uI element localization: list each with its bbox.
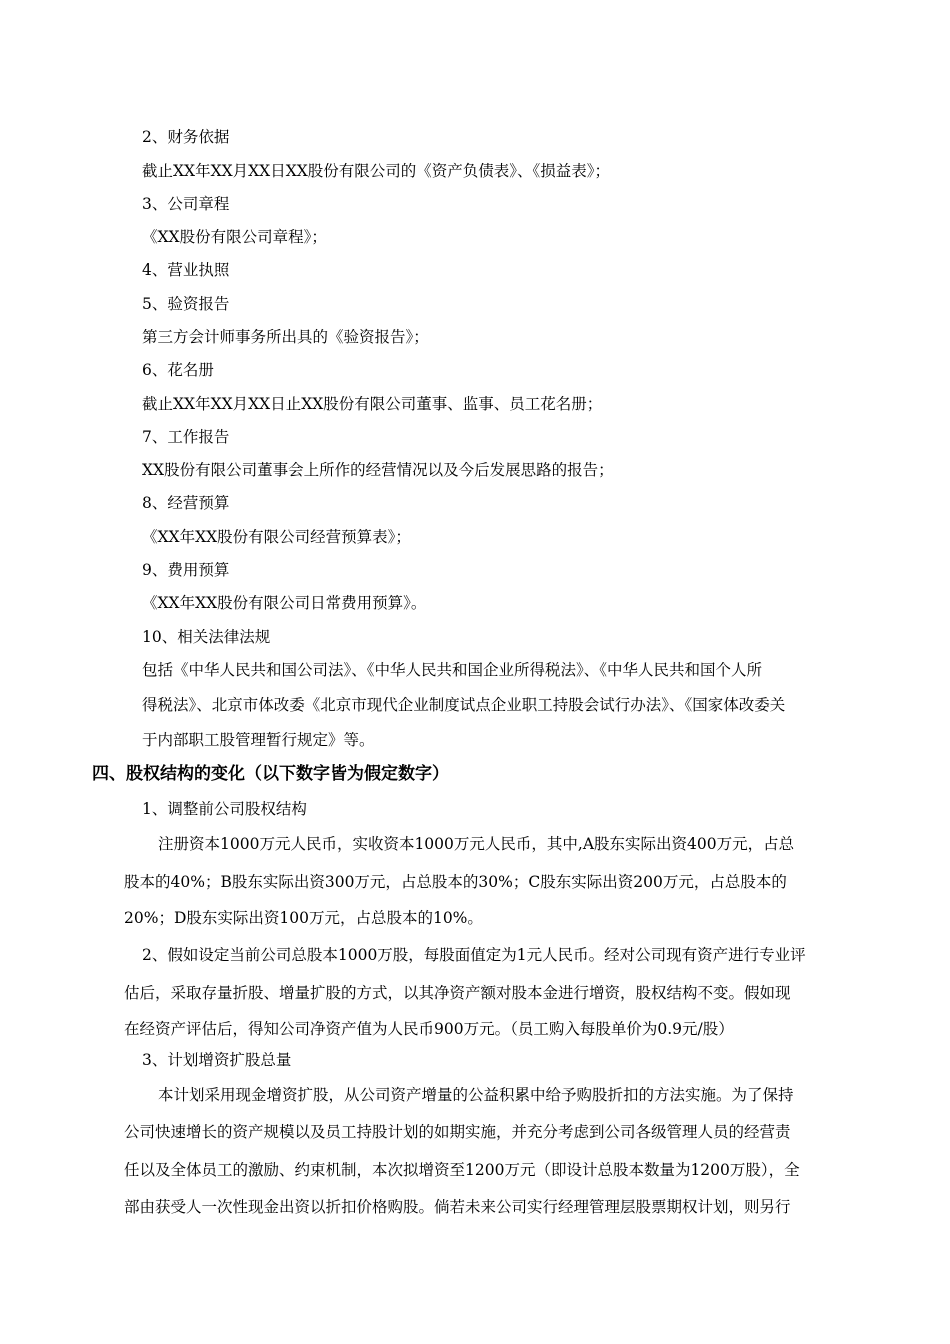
section-4-sub-1-line-3: 20%；D股东实际出资100万元，占总股本的10%。	[124, 909, 483, 927]
section-4-sub-3-title: 3、计划增资扩股总量	[142, 1051, 292, 1069]
section-4-sub-3-line-4: 部由获受人一次性现金出资以折扣价格购股。倘若未来公司实行经理管理层股票期权计划，则另行	[124, 1198, 791, 1216]
item-6-title: 6、花名册	[142, 361, 214, 379]
item-8-body: 《XX年XX股份有限公司经营预算表》；	[142, 528, 411, 546]
item-7-title: 7、工作报告	[142, 428, 230, 446]
item-10-title: 10、相关法律法规	[142, 628, 271, 646]
section-4-sub-1-line-1: 注册资本1000万元人民币，实收资本1000万元人民币，其中,A股东实际出资400万元，占总	[158, 835, 795, 853]
section-4-sub-3-line-1: 本计划采用现金增资扩股，从公司资产增量的公益积累中给予购股折扣的方法实施。为了保持	[158, 1086, 794, 1104]
section-4-sub-3-line-2: 公司快速增长的资产规模以及员工持股计划的如期实施，并充分考虑到公司各级管理人员的经营责	[124, 1123, 791, 1141]
item-10-body-line-1: 包括《中华人民共和国公司法》、《中华人民共和国企业所得税法》、《中华人民共和国个人所	[142, 661, 763, 679]
item-3-body: 《XX股份有限公司章程》；	[142, 228, 327, 246]
item-9-title: 9、费用预算	[142, 561, 230, 579]
item-10-body-line-2: 得税法》、北京市体改委《北京市现代企业制度试点企业职工持股会试行办法》、《国家体改委关	[142, 696, 786, 714]
item-2-body: 截止XX年XX月XX日XX股份有限公司的《资产负债表》、《损益表》；	[142, 162, 611, 180]
section-4-sub-2-line-3: 在经资产评估后，得知公司净资产值为人民币900万元。（员工购入每股单价为0.9元/股）	[124, 1020, 734, 1038]
item-4-title: 4、营业执照	[142, 261, 230, 279]
section-4-sub-1-line-2: 股本的40%；B股东实际出资300万元，占总股本的30%；C股东实际出资200万元，占总股本的	[124, 873, 787, 891]
item-9-body: 《XX年XX股份有限公司日常费用预算》。	[142, 594, 427, 612]
section-4-sub-2-line-1: 2、假如设定当前公司总股本1000万股，每股面值定为1元人民币。经对公司现有资产进行专业评	[142, 946, 806, 964]
item-6-body: 截止XX年XX月XX日止XX股份有限公司董事、监事、员工花名册；	[142, 395, 603, 413]
item-2-title: 2、财务依据	[142, 128, 230, 146]
item-5-body: 第三方会计师事务所出具的《验资报告》；	[142, 328, 429, 346]
section-4-sub-1-title: 1、调整前公司股权结构	[142, 800, 307, 818]
item-3-title: 3、公司章程	[142, 195, 230, 213]
item-10-body-line-3: 于内部职工股管理暂行规定》等。	[142, 731, 375, 749]
section-4-sub-3-line-3: 任以及全体员工的激励、约束机制，本次拟增资至1200万元（即设计总股本数量为1200万股），全	[124, 1161, 800, 1179]
item-5-title: 5、验资报告	[142, 295, 230, 313]
item-7-body: XX股份有限公司董事会上所作的经营情况以及今后发展思路的报告；	[142, 461, 614, 479]
item-8-title: 8、经营预算	[142, 494, 230, 512]
section-4-heading: 四、股权结构的变化（以下数字皆为假定数字）	[92, 764, 449, 784]
section-4-sub-2-line-2: 估后，采取存量折股、增量扩股的方式，以其净资产额对股本金进行增资，股权结构不变。假如现	[124, 984, 791, 1002]
